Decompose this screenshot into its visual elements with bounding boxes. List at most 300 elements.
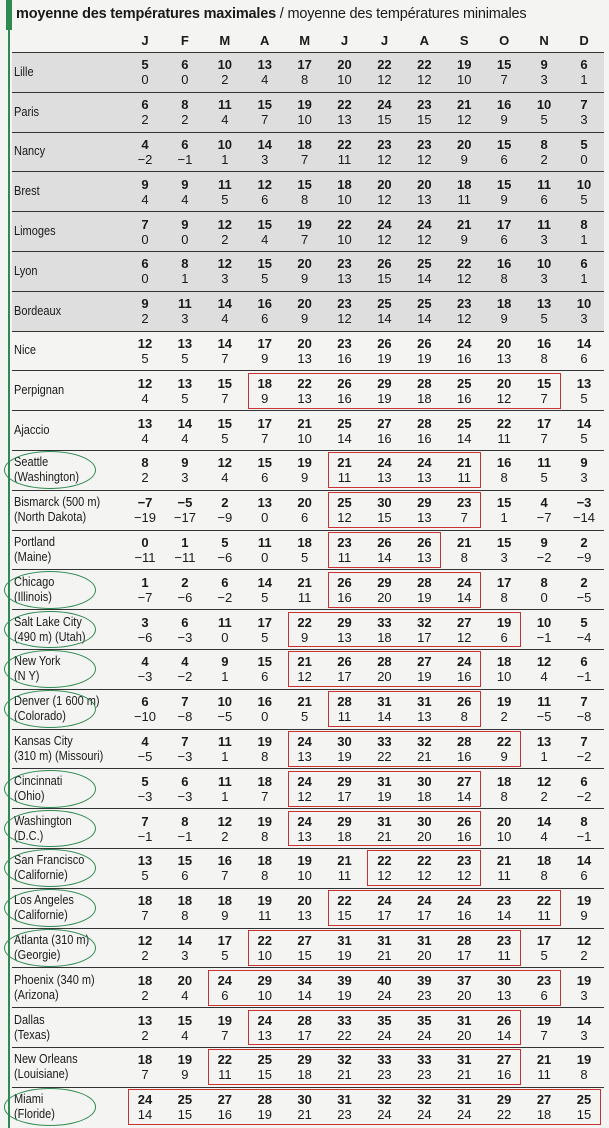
min-temp: 12: [457, 271, 472, 287]
max-temp: 25: [417, 256, 432, 272]
max-temp: 26: [496, 1012, 512, 1028]
min-temp: 12: [457, 629, 472, 645]
city-name: [12, 610, 125, 650]
max-temp: 31: [337, 1092, 352, 1108]
temperature-cell: [205, 809, 245, 849]
min-temp: 7: [261, 112, 269, 128]
temperature-cell: [325, 968, 365, 1008]
max-temp: 23: [337, 534, 352, 550]
temperature-cell: [285, 490, 325, 530]
min-temp: 0: [141, 271, 149, 287]
max-temp: 20: [337, 57, 352, 73]
temperature-cell: [125, 450, 165, 490]
min-temp: 21: [377, 828, 392, 844]
max-temp: 22: [257, 932, 272, 948]
temperature-cell: [245, 172, 285, 212]
temperature-cell: [245, 1087, 285, 1126]
temperature-cell: [325, 132, 365, 172]
min-temp: 12: [417, 231, 432, 247]
max-temp: 13: [137, 853, 153, 869]
temperature-cell: [325, 809, 365, 849]
max-temp: 21: [457, 97, 472, 113]
max-temp: 10: [576, 176, 592, 192]
city-name: [12, 291, 125, 331]
temperature-cell: [564, 649, 604, 689]
temperature-cell: [205, 610, 245, 650]
min-temp: 1: [221, 669, 229, 685]
table-row: [12, 1087, 604, 1126]
max-temp: 12: [217, 256, 233, 272]
max-temp: 31: [377, 694, 392, 710]
min-temp: 6: [580, 868, 588, 884]
min-temp: −6: [177, 589, 193, 605]
max-temp: 23: [417, 97, 432, 113]
min-temp: 20: [417, 947, 432, 963]
temperature-cell: [524, 729, 564, 769]
max-temp: 24: [457, 335, 472, 351]
max-temp: 17: [217, 932, 233, 948]
temperature-cell: [444, 928, 484, 968]
min-temp: 2: [141, 1027, 149, 1043]
min-temp: 11: [337, 470, 352, 486]
temperature-cell: [285, 331, 325, 371]
table-row: [12, 490, 604, 530]
min-temp: −11: [134, 549, 156, 565]
min-temp: 19: [417, 350, 432, 366]
max-temp: 26: [377, 256, 392, 272]
temperature-cell: [524, 1008, 564, 1048]
temperature-cell: [484, 1047, 524, 1087]
max-temp: 12: [137, 932, 153, 948]
max-temp: 15: [177, 853, 193, 869]
min-temp: 13: [417, 709, 432, 725]
city-label-line: Dallas: [14, 1012, 45, 1027]
min-temp: 13: [257, 1027, 272, 1043]
min-temp: 6: [500, 151, 508, 167]
min-temp: 14: [377, 311, 392, 327]
temperature-cell: [484, 809, 524, 849]
max-temp: 18: [337, 176, 352, 192]
temperature-cell: [364, 570, 404, 610]
temperature-cell: [484, 928, 524, 968]
max-temp: 29: [337, 773, 352, 789]
min-temp: 23: [337, 1107, 352, 1123]
min-temp: 12: [297, 788, 312, 804]
temperature-cell: [524, 848, 564, 888]
min-temp: 7: [540, 390, 548, 406]
table-row: [12, 331, 604, 371]
table-row: [12, 1047, 604, 1087]
max-temp: 11: [217, 614, 232, 630]
min-temp: 19: [257, 1107, 272, 1123]
city-name: [12, 490, 125, 530]
max-temp: 11: [217, 97, 232, 113]
min-temp: −8: [177, 709, 193, 725]
min-temp: 4: [181, 191, 189, 207]
temperature-cell: [484, 371, 524, 411]
max-temp: 19: [576, 972, 592, 988]
temperature-cell: [245, 411, 285, 451]
temperature-cell: [245, 570, 285, 610]
temperature-cell: [484, 53, 524, 93]
min-temp: −6: [137, 629, 153, 645]
max-temp: 14: [177, 415, 193, 431]
temperature-cell: [444, 888, 484, 928]
max-temp: 19: [536, 1012, 552, 1028]
temperature-cell: [165, 570, 205, 610]
temperature-cell: [364, 172, 404, 212]
min-temp: 11: [457, 470, 471, 486]
min-temp: −1: [177, 828, 193, 844]
min-temp: 16: [377, 430, 392, 446]
max-temp: 33: [377, 614, 392, 630]
max-temp: 18: [297, 136, 312, 152]
min-temp: 9: [460, 231, 468, 247]
min-temp: 8: [500, 271, 508, 287]
max-temp: 32: [417, 1092, 432, 1108]
temperature-cell: [404, 92, 444, 132]
temperature-cell: [524, 1087, 564, 1126]
temperature-cell: [364, 251, 404, 291]
city-label-line: (310 m) (Missouri): [14, 748, 104, 763]
city-name: [12, 729, 125, 769]
temperature-cell: [564, 570, 604, 610]
min-temp: 8: [301, 72, 309, 88]
min-temp: 4: [221, 311, 229, 327]
min-temp: 10: [337, 72, 352, 88]
temperature-cell: [165, 92, 205, 132]
min-temp: 2: [500, 709, 508, 725]
temperature-table: [12, 28, 604, 1127]
max-temp: 26: [337, 654, 352, 670]
table-row: [12, 610, 604, 650]
max-temp: 31: [377, 813, 392, 829]
max-temp: 16: [496, 455, 512, 471]
temperature-cell: [564, 809, 604, 849]
temperature-cell: [524, 928, 564, 968]
max-temp: 6: [221, 574, 229, 590]
temperature-cell: [404, 1008, 444, 1048]
temperature-cell: [165, 530, 205, 570]
min-temp: 3: [181, 947, 189, 963]
max-temp: 8: [141, 455, 149, 471]
max-temp: 30: [496, 972, 512, 988]
min-temp: 2: [221, 231, 229, 247]
temperature-cell: [404, 212, 444, 252]
temperature-cell: [404, 968, 444, 1008]
temperature-cell: [404, 570, 444, 610]
city-name: [12, 888, 125, 928]
max-temp: 9: [141, 176, 149, 192]
max-temp: 25: [257, 1052, 272, 1068]
min-temp: −7: [137, 589, 153, 605]
max-temp: 28: [297, 1012, 312, 1028]
max-temp: 32: [417, 733, 432, 749]
min-temp: 24: [377, 1027, 392, 1043]
temperature-cell: [564, 490, 604, 530]
temperature-cell: [564, 92, 604, 132]
temperature-cell: [165, 848, 205, 888]
temperature-cell: [564, 132, 604, 172]
temperature-cell: [524, 212, 564, 252]
max-temp: 23: [337, 296, 352, 312]
min-temp: 7: [141, 908, 149, 924]
temperature-cell: [245, 490, 285, 530]
max-temp: 22: [536, 893, 552, 909]
table-row: [12, 848, 604, 888]
temperature-cell: [444, 291, 484, 331]
min-temp: 5: [221, 191, 229, 207]
city-label-line: (Illinois): [14, 589, 52, 604]
min-temp: 15: [377, 271, 392, 287]
temperature-cell: [125, 689, 165, 729]
min-temp: 18: [417, 390, 432, 406]
max-temp: 31: [417, 694, 432, 710]
max-temp: 23: [377, 136, 392, 152]
max-temp: 15: [496, 57, 512, 73]
temperature-cell: [524, 331, 564, 371]
max-temp: 39: [417, 972, 432, 988]
temperature-cell: [285, 251, 325, 291]
temperature-cell: [285, 809, 325, 849]
temperature-cell: [524, 251, 564, 291]
max-temp: 15: [297, 176, 312, 192]
min-temp: 19: [337, 748, 352, 764]
temperature-cell: [484, 769, 524, 809]
min-temp: 9: [301, 271, 309, 287]
min-temp: 2: [141, 987, 149, 1003]
min-temp: 13: [297, 748, 312, 764]
min-temp: −1: [177, 151, 193, 167]
max-temp: 19: [257, 813, 272, 829]
table-row: [12, 689, 604, 729]
max-temp: 11: [178, 296, 192, 312]
min-temp: 11: [218, 1067, 232, 1083]
temperature-cell: [125, 769, 165, 809]
temperature-cell: [364, 809, 404, 849]
min-temp: 24: [457, 1107, 472, 1123]
temperature-cell: [125, 172, 165, 212]
table-row: [12, 729, 604, 769]
temperature-cell: [444, 490, 484, 530]
temperature-cell: [165, 968, 205, 1008]
max-temp: 6: [580, 773, 588, 789]
max-temp: 23: [337, 256, 352, 272]
temperature-cell: [205, 968, 245, 1008]
city-label-line: (Californie): [14, 908, 68, 923]
temperature-cell: [125, 132, 165, 172]
city-name: [12, 689, 125, 729]
temperature-cell: [364, 411, 404, 451]
min-temp: −2: [217, 589, 233, 605]
temperature-cell: [285, 689, 325, 729]
max-temp: 20: [297, 296, 312, 312]
min-temp: 8: [540, 868, 548, 884]
city-label-line: Bismarck (500 m): [14, 495, 101, 510]
temperature-cell: [125, 888, 165, 928]
min-temp: −6: [217, 549, 233, 565]
min-temp: 14: [496, 1027, 512, 1043]
temperature-cell: [125, 610, 165, 650]
max-temp: 15: [536, 375, 552, 391]
city-label-line: Limoges: [14, 224, 56, 239]
min-temp: 3: [540, 231, 548, 247]
temperature-cell: [484, 490, 524, 530]
temperature-cell: [444, 450, 484, 490]
max-temp: 31: [457, 1052, 472, 1068]
max-temp: 31: [417, 932, 432, 948]
max-temp: 28: [457, 733, 472, 749]
table-title: [16, 6, 526, 22]
max-temp: 7: [141, 216, 149, 232]
min-temp: 24: [417, 1027, 432, 1043]
max-temp: 24: [457, 893, 472, 909]
temperature-cell: [165, 729, 205, 769]
temperature-cell: [564, 251, 604, 291]
min-temp: 12: [417, 72, 432, 88]
min-temp: 1: [580, 271, 588, 287]
min-temp: −2: [576, 788, 592, 804]
temperature-cell: [564, 450, 604, 490]
temperature-cell: [205, 172, 245, 212]
max-temp: 10: [536, 97, 552, 113]
max-temp: 22: [457, 256, 472, 272]
min-temp: 11: [297, 589, 312, 605]
max-temp: 29: [337, 813, 352, 829]
city-name: [12, 371, 125, 411]
min-temp: 5: [301, 709, 309, 725]
city-label-line: (North Dakota): [14, 510, 87, 525]
city-label-line: (Arizona): [14, 987, 59, 1002]
min-temp: 8: [580, 1067, 588, 1083]
min-temp: 14: [377, 549, 392, 565]
max-temp: 0: [141, 534, 149, 550]
max-temp: 24: [417, 455, 432, 471]
min-temp: 0: [261, 510, 269, 526]
temperature-cell: [484, 450, 524, 490]
max-temp: 2: [181, 574, 189, 590]
min-temp: 21: [377, 947, 392, 963]
month-header: N: [539, 32, 549, 48]
min-temp: 12: [457, 112, 472, 128]
min-temp: 13: [337, 271, 352, 287]
min-temp: 16: [417, 430, 432, 446]
temperature-cell: [165, 450, 205, 490]
temperature-cell: [325, 53, 365, 93]
max-temp: 22: [417, 853, 432, 869]
max-temp: 12: [257, 176, 272, 192]
temperature-cell: [165, 1087, 205, 1126]
min-temp: 13: [337, 112, 352, 128]
temperature-cell: [285, 450, 325, 490]
max-temp: 29: [377, 574, 392, 590]
max-temp: 22: [337, 97, 352, 113]
city-label-line: (Colorado): [14, 709, 66, 724]
temperature-cell: [404, 888, 444, 928]
min-temp: 7: [221, 350, 229, 366]
max-temp: 10: [576, 296, 592, 312]
min-temp: 23: [377, 1067, 392, 1083]
max-temp: 28: [417, 415, 432, 431]
temperature-cell: [285, 530, 325, 570]
temperature-cell: [484, 212, 524, 252]
temperature-cell: [205, 928, 245, 968]
min-temp: 10: [257, 947, 272, 963]
city-label-line: Atlanta (310 m): [14, 932, 90, 947]
max-temp: 11: [257, 534, 272, 550]
max-temp: 13: [536, 733, 552, 749]
max-temp: 14: [576, 1012, 592, 1028]
min-temp: 13: [297, 350, 312, 366]
min-temp: 11: [337, 151, 352, 167]
city-label-line: Lyon: [14, 263, 38, 278]
max-temp: 23: [457, 853, 472, 869]
min-temp: −3: [177, 629, 193, 645]
temperature-cell: [364, 331, 404, 371]
city-name: [12, 53, 125, 93]
temperature-cell: [524, 888, 564, 928]
title-min: moyenne des températures minimales: [287, 6, 527, 22]
min-temp: 17: [457, 947, 472, 963]
temperature-cell: [564, 848, 604, 888]
min-temp: 2: [221, 828, 229, 844]
max-temp: 18: [496, 296, 512, 312]
max-temp: 17: [257, 415, 272, 431]
city-label-line: New Orleans: [14, 1052, 78, 1067]
max-temp: 17: [496, 574, 512, 590]
max-temp: 19: [457, 57, 472, 73]
min-temp: 14: [496, 908, 512, 924]
temperature-cell: [564, 968, 604, 1008]
max-temp: 24: [417, 216, 432, 232]
max-temp: 18: [217, 893, 233, 909]
max-temp: 9: [540, 534, 548, 550]
temperature-cell: [165, 172, 205, 212]
temperature-cell: [285, 928, 325, 968]
min-temp: −5: [217, 709, 233, 725]
max-temp: 18: [257, 375, 272, 391]
min-temp: 11: [337, 868, 352, 884]
max-temp: 26: [337, 574, 352, 590]
max-temp: 23: [417, 136, 432, 152]
max-temp: 20: [297, 256, 312, 272]
min-temp: 3: [540, 271, 548, 287]
min-temp: 12: [377, 151, 392, 167]
city-label-line: Lille: [14, 64, 34, 79]
min-temp: 3: [221, 271, 229, 287]
city-label-line: Phoenix (340 m): [14, 972, 95, 987]
temperature-cell: [325, 610, 365, 650]
max-temp: 14: [217, 335, 233, 351]
temperature-cell: [444, 371, 484, 411]
min-temp: 22: [337, 1027, 352, 1043]
min-temp: −2: [536, 549, 552, 565]
temperature-cell: [524, 649, 564, 689]
min-temp: −9: [217, 510, 233, 526]
temperature-cell: [444, 729, 484, 769]
temperature-cell: [205, 490, 245, 530]
max-temp: 2: [580, 534, 588, 550]
temperature-cell: [524, 411, 564, 451]
max-temp: 37: [457, 972, 472, 988]
max-temp: 15: [257, 216, 272, 232]
temperature-cell: [285, 1008, 325, 1048]
max-temp: 32: [377, 1092, 392, 1108]
min-temp: 4: [141, 191, 149, 207]
min-temp: 4: [181, 430, 189, 446]
temperature-cell: [444, 212, 484, 252]
min-temp: 19: [377, 350, 392, 366]
